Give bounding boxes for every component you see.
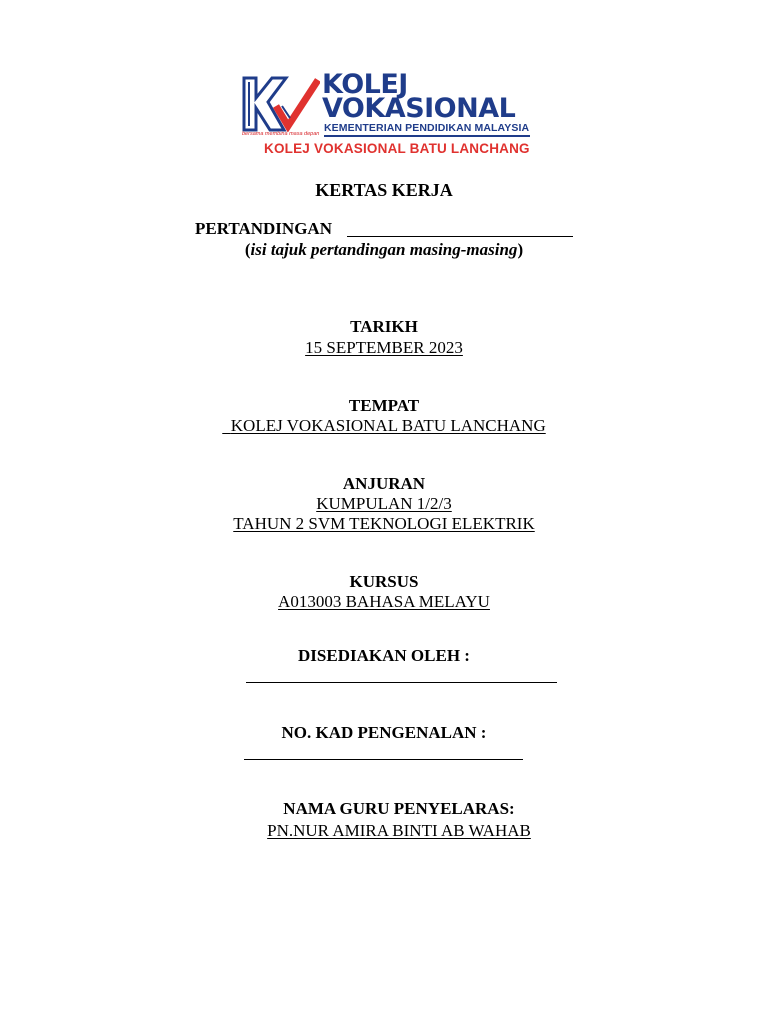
course-label: KURSUS [349,572,419,591]
competition-hint-text: isi tajuk pertandingan masing-masing [250,240,518,259]
college-logo [240,69,540,164]
course-value-wrap [0,592,768,612]
course-value: A013003 BAHASA MELAYU [278,592,490,611]
competition-hint: (isi tajuk pertandingan masing-masing) [244,240,524,259]
logo-school-name: KOLEJ VOKASIONAL BATU LANCHANG [264,141,530,156]
competition-title-blank [347,236,573,237]
logo-brand-line1: KOLEJ [322,69,408,100]
organizer-line2: TAHUN 2 SVM TEKNOLOGI ELEKTRIK [233,514,535,533]
venue-label: TEMPAT [348,396,420,415]
ic-number-label: NO. KAD PENGENALAN : [281,723,487,742]
organizer-line2-wrap [0,514,768,534]
ic-number-blank [244,759,523,760]
prepared-by-label: DISEDIAKAN OLEH : [298,646,470,665]
organizer-line1-wrap [0,494,768,514]
logo-tagline: bersama membina masa depan [242,131,320,137]
date-label: TARIKH [350,317,418,336]
kv-logo-mark-icon [242,76,320,132]
organizer-line1: KUMPULAN 1/2/3 [316,494,452,513]
logo-brand-line2: VOKASIONAL [322,93,516,124]
venue-value: KOLEJ VOKASIONAL BATU LANCHANG [230,416,546,435]
date-value-wrap [0,338,768,358]
logo-ministry: KEMENTERIAN PENDIDIKAN MALAYSIA [324,122,530,134]
date-value: 15 SEPTEMBER 2023 [305,338,463,357]
organizer-label: ANJURAN [342,474,426,493]
prepared-by-blank [246,682,557,683]
coordinator-name: PN.NUR AMIRA BINTI AB WAHAB [267,821,531,840]
venue-value-wrap [0,416,768,436]
competition-label: PERTANDINGAN [195,219,332,238]
coordinator-label: NAMA GURU PENYELARAS: [283,799,515,818]
logo-divider [324,135,530,137]
document-title: KERTAS KERJA [315,180,453,200]
coordinator-value-wrap [0,821,768,841]
